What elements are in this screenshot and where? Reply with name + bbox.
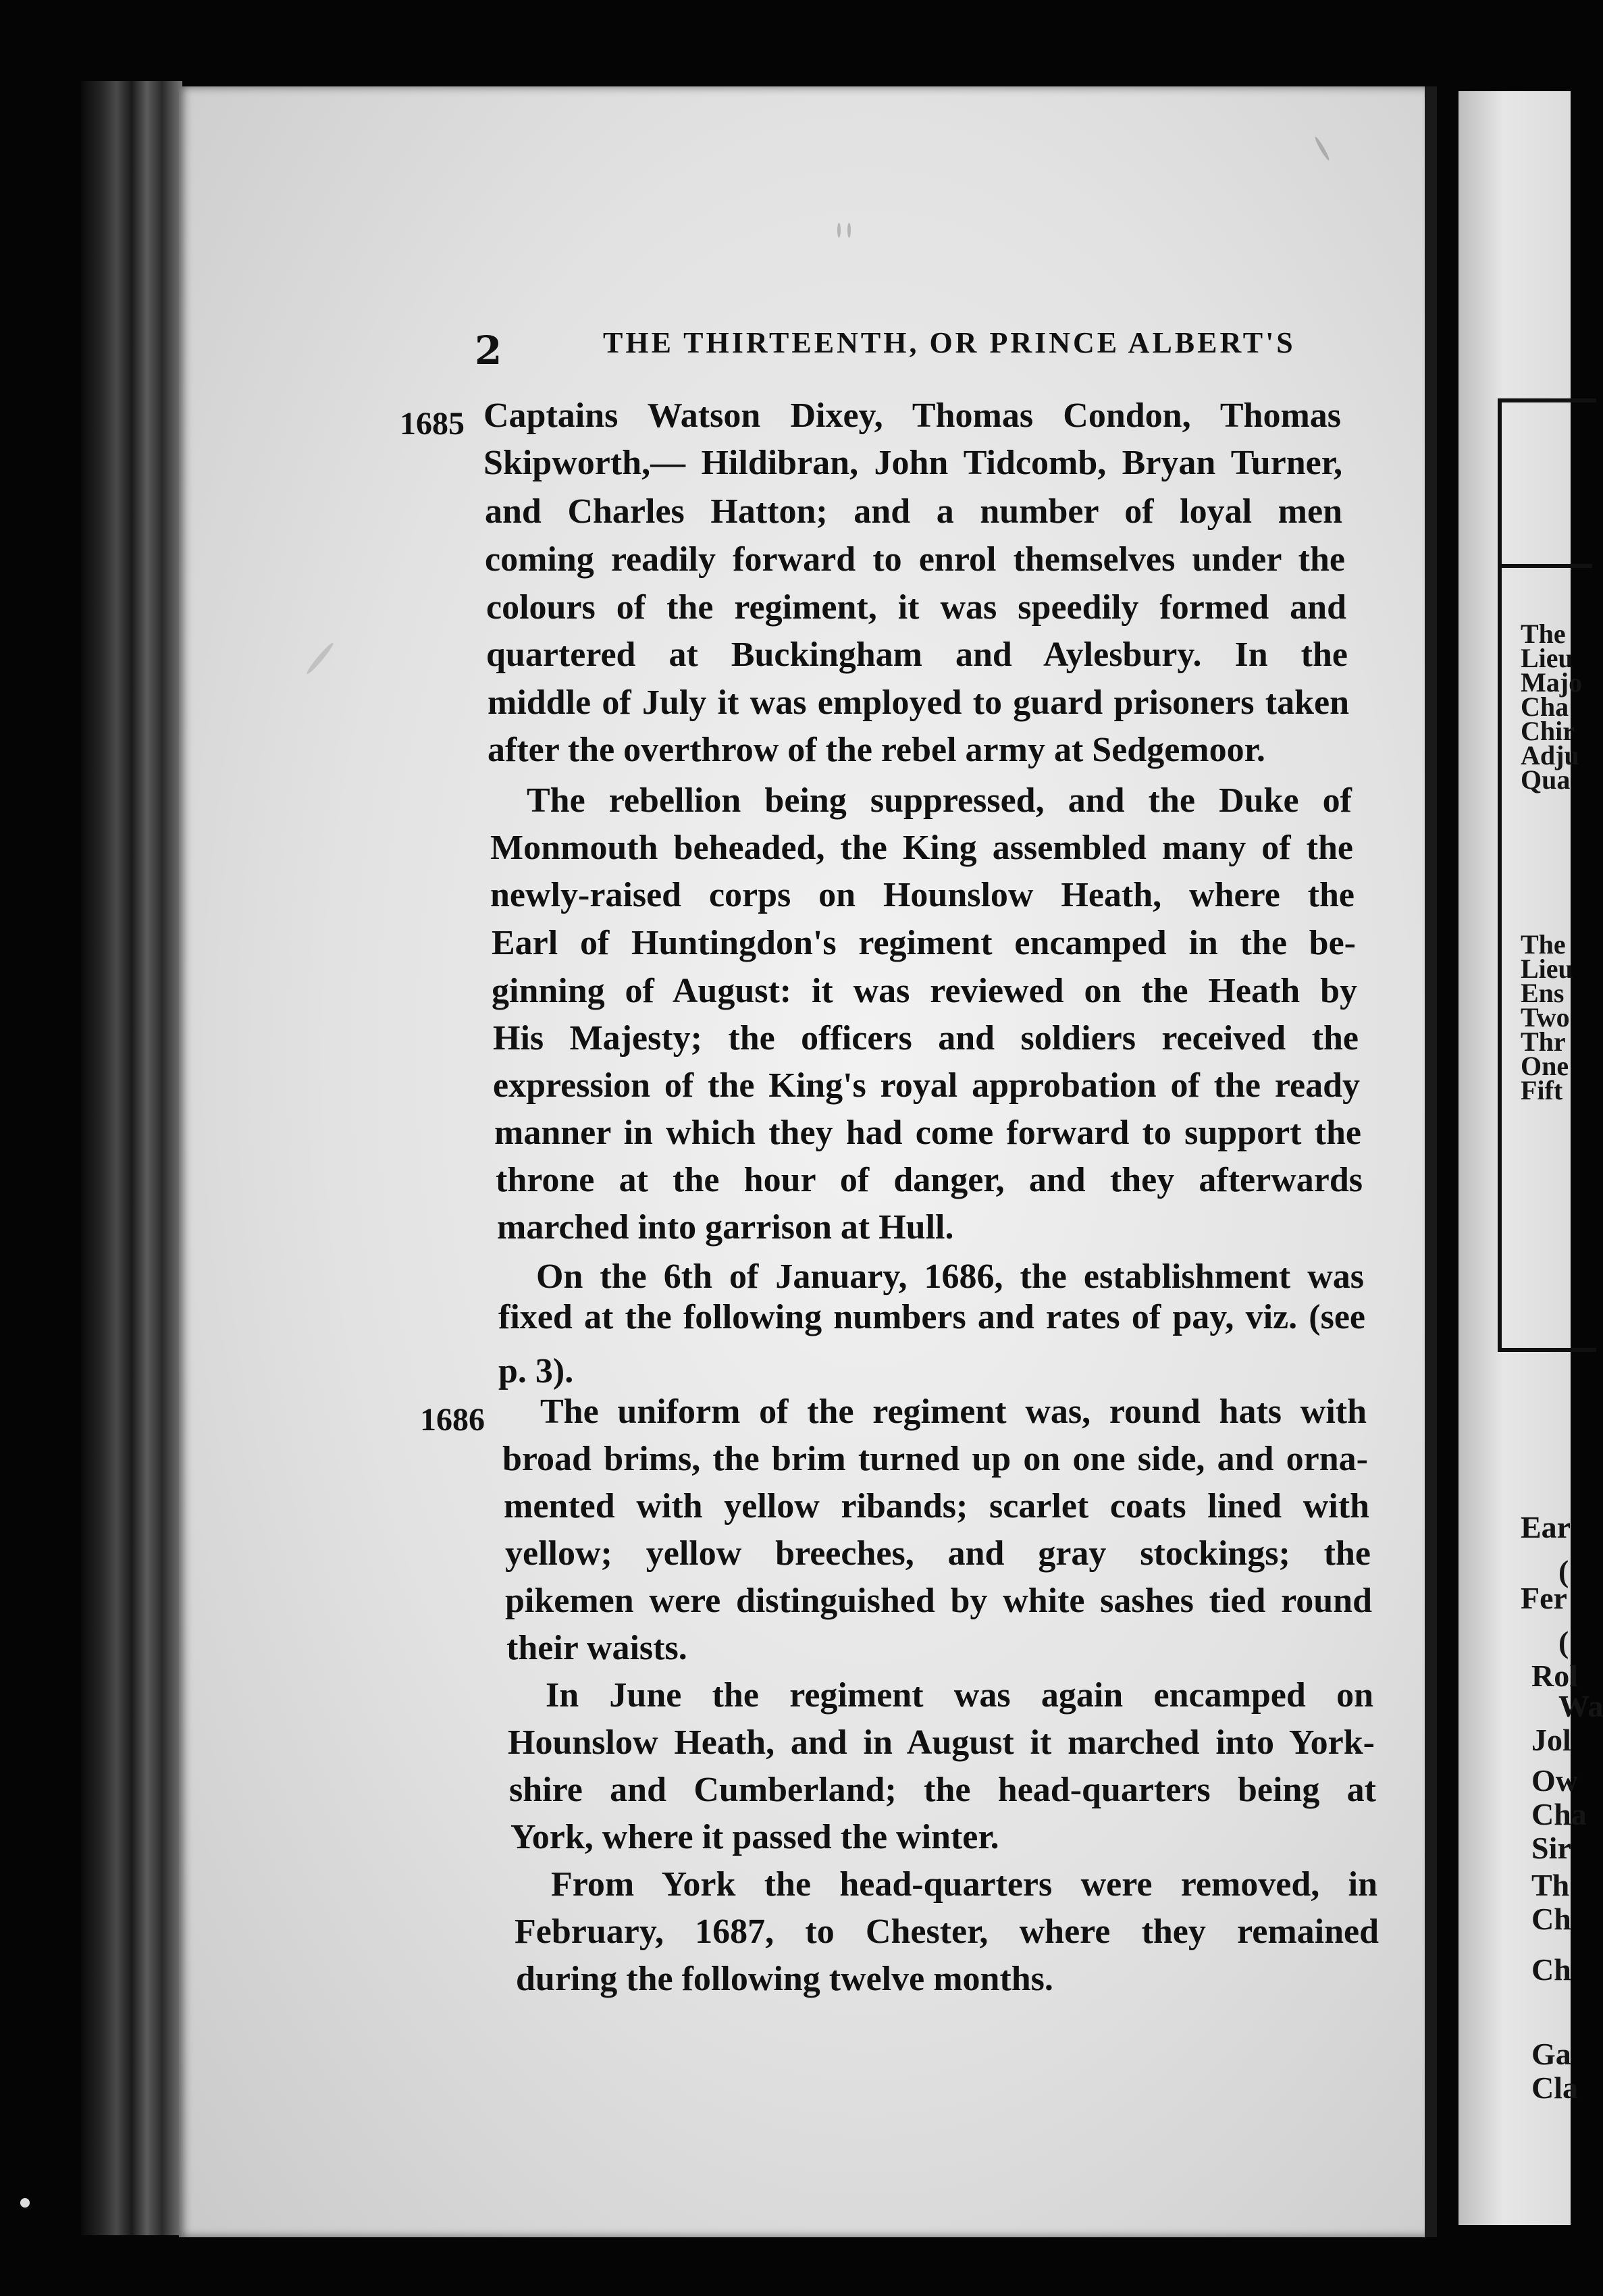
text-line: From York the head-quarters were removed, in [551, 1865, 1377, 1904]
text-line: fixed at the following numbers and rates of pay, viz. (see [498, 1298, 1365, 1336]
neighbor-page [1459, 91, 1603, 2225]
text-line: Earl of Huntingdon's regiment encamped in the be- [492, 924, 1356, 962]
neighbor-fragment: Ch [1531, 1902, 1571, 1936]
neighbor-fragment: Thr [1521, 1026, 1566, 1057]
text-line: manner in which they had come forward to support the [494, 1114, 1361, 1152]
text-line: throne at the hour of danger, and they afterwards [496, 1161, 1363, 1199]
neighbor-fragment: Qua [1521, 764, 1571, 795]
text-line: shire and Cumberland; the head-quarters being at [509, 1771, 1376, 1809]
text-line: February, 1687, to Chester, where they remained [515, 1912, 1379, 1951]
neighbor-fragment: Majo [1521, 667, 1583, 698]
text-line: The rebellion being suppressed, and the Duke of [527, 781, 1352, 820]
page-number: 2 [475, 328, 502, 373]
text-line: newly-raised corps on Hounslow Heath, where the [490, 876, 1355, 914]
text-line: and Charles Hatton; and a number of loyal men [485, 492, 1342, 531]
neighbor-fragment: Two [1521, 1002, 1570, 1033]
text-line: Hounslow Heath, and in August it marched into York- [508, 1723, 1375, 1762]
text-line: p. 3). [498, 1352, 574, 1390]
neighbor-fragment: Ens [1521, 978, 1565, 1008]
scan-speck [20, 2198, 30, 2208]
text-line: mented with yellow ribands; scarlet coats lined with [504, 1487, 1369, 1525]
neighbor-fragment: Lieu [1521, 643, 1573, 673]
neighbor-fragment: Adju [1521, 740, 1579, 771]
text-line: His Majesty; the officers and soldiers received the [493, 1019, 1359, 1058]
neighbor-fragment: The [1521, 619, 1566, 649]
text-line: The uniform of the regiment was, round hats with [540, 1392, 1367, 1431]
neighbor-fragment: ( [1558, 1625, 1569, 1659]
neighbor-fragment: Jol [1531, 1723, 1571, 1757]
scan-speck [837, 223, 841, 238]
neighbor-fragment: One [1521, 1051, 1569, 1081]
text-line: middle of July it was employed to guard prisoners taken [488, 683, 1349, 722]
margin-year: 1686 [420, 1402, 485, 1438]
text-line: On the 6th of January, 1686, the establishment was [536, 1257, 1364, 1296]
text-line: ginning of August: it was reviewed on the Heath by [492, 972, 1357, 1010]
neighbor-fragment: Chir [1521, 716, 1575, 746]
text-line: after the overthrow of the rebel army at Sedgemoor. [488, 731, 1265, 769]
text-line: expression of the King's royal approbation of the ready [493, 1066, 1360, 1105]
neighbor-table-divider [1498, 564, 1592, 568]
text-line: In June the regiment was again encamped on [546, 1676, 1373, 1715]
text-line: quartered at Buckingham and Aylesbury. In the [486, 635, 1348, 674]
text-line: coming readily forward to enrol themselves under the [485, 540, 1345, 579]
neighbor-fragment: Cla [1531, 2070, 1578, 2105]
text-line: broad brims, the brim turned up on one side, and orna- [502, 1440, 1368, 1478]
neighbor-fragment: Cha [1521, 692, 1569, 722]
text-line: yellow; yellow breeches, and gray stockings; the [505, 1534, 1371, 1573]
text-line: marched into garrison at Hull. [497, 1208, 954, 1247]
text-line: Skipworth,— Hildibran, John Tidcomb, Bryan Turner, [483, 444, 1342, 482]
margin-year: 1685 [400, 406, 465, 442]
text-line: pikemen were distinguished by white sashes tied round [505, 1582, 1372, 1620]
running-head: THE THIRTEENTH, OR PRINCE ALBERT'S [603, 326, 1296, 359]
text-line: during the following twelve months. [516, 1960, 1053, 1998]
text-line: Monmouth beheaded, the King assembled many of the [490, 829, 1353, 867]
book-spine [81, 81, 182, 2235]
neighbor-fragment: Sir [1531, 1831, 1571, 1865]
text-line: their waists. [506, 1629, 687, 1667]
page-gutter [1425, 86, 1437, 2237]
neighbor-fragment: Wa [1558, 1689, 1603, 1723]
neighbor-fragment: Fer [1521, 1581, 1567, 1615]
neighbor-fragment: Cha [1531, 1797, 1587, 1831]
neighbor-fragment: Ch [1531, 1952, 1571, 1987]
text-line: York, where it passed the winter. [510, 1818, 999, 1856]
neighbor-fragment: ( [1558, 1554, 1569, 1588]
neighbor-fragment: Lieu [1521, 954, 1573, 984]
neighbor-fragment: Rol [1531, 1659, 1578, 1693]
text-line: colours of the regiment, it was speedily formed and [486, 588, 1346, 627]
scan-speck [847, 223, 851, 238]
neighbor-fragment: Ow [1531, 1763, 1578, 1798]
neighbor-table-frame [1498, 398, 1596, 1352]
text-line: Captains Watson Dixey, Thomas Condon, Thomas [483, 396, 1341, 435]
neighbor-fragment: Fift [1521, 1075, 1563, 1105]
neighbor-fragment: Th [1531, 1868, 1570, 1902]
neighbor-fragment: Ear [1521, 1510, 1571, 1544]
neighbor-fragment: Ga [1531, 2037, 1571, 2071]
neighbor-fragment: The [1521, 929, 1566, 960]
